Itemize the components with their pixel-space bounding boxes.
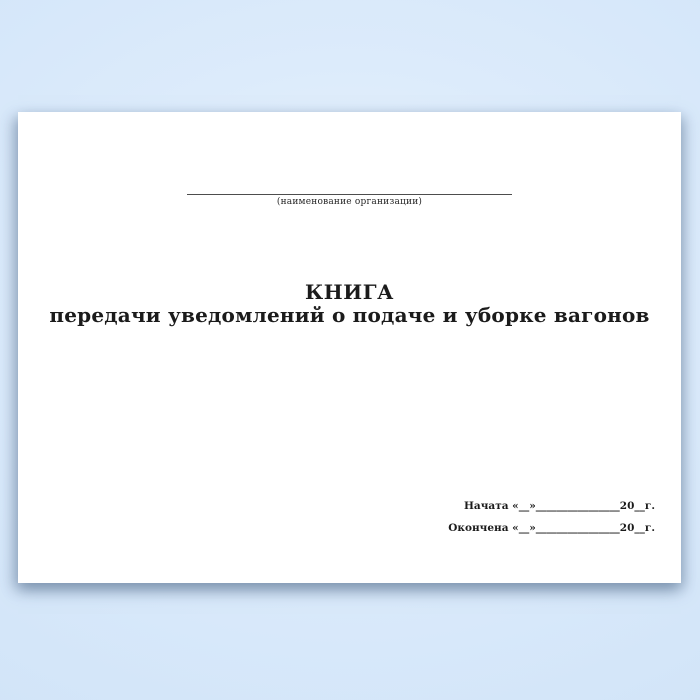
document-title: КНИГА: [304, 280, 395, 304]
finished-date-line: Окончена «__»________________20__г.: [448, 522, 655, 534]
organization-block: [18, 112, 681, 207]
title-block: [18, 281, 681, 327]
started-date-line: Начата «__»________________20__г.: [463, 500, 655, 512]
document-subtitle: передачи уведомлений о подаче и уборке вагонов: [49, 303, 650, 327]
organization-name-caption: (наименование организации): [276, 197, 423, 207]
organization-name-line: [187, 194, 512, 195]
dates-block: [448, 495, 655, 539]
document-page: [18, 112, 681, 583]
